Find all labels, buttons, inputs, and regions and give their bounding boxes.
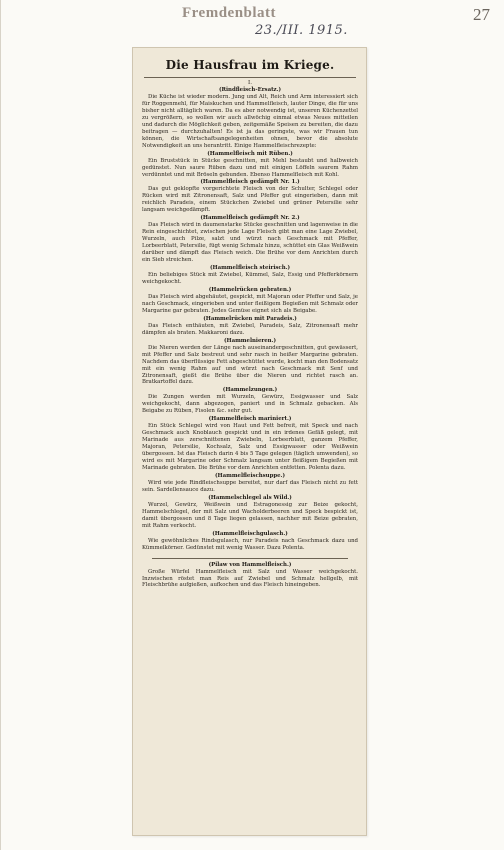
recipe-title: (Pilaw von Hammelfleisch.) xyxy=(208,561,292,568)
recipe-item xyxy=(142,473,358,494)
newspaper-clipping xyxy=(132,47,367,836)
recipe-item xyxy=(142,416,358,472)
article-title: Die Hausfrau im Kriege. xyxy=(165,58,335,72)
recipe-text: Das Fleisch wird abgehäutet, gespickt, mit Majoran oder Pfeffer und Salz, je nach Geschmack, eingerieben und unter fleißigem Begießen mit Schmalz oder Margarine gar gebraten. Jedes Gemüse eignet sich als Beigabe. xyxy=(142,293,358,314)
article-intro: Die Küche ist wieder modern. Jung und Alt, Reich und Arm interessiert sich für Roggenmehl, für Maiskuchen und Hammelfleisch, lauter Dinge, die für uns bisher nicht alltäglich waren. Da es aber notwendig ist, unseren Küchenzettel zu vergrößern, so wollen wir auch allwöchig einmal etwas Neues mitteilen und dadurch die Möglichkeit geben, zeitgemäße Speisen zu bereiten, die dazu beitragen — durchzuhalten! Es ist ja das geringste, was wir Frauen tun können, die Wirtschaftsangelegenheiten ohnen, bevor die absolute Notwendigkeit an uns herantritt. Einige Hammelfleischrezepte: xyxy=(142,94,358,149)
recipe-title: (Hammelrücken mit Paradeis.) xyxy=(203,315,297,322)
recipe-text: Das gut geklopfte vorgerichtete Fleisch von der Schulter, Schlegel oder Rücken wird mit Zitronensaft, Salz und Pfeffer gut eingerieben, dann mit reichlich Paradeis, einem Stückchen Zwiebel und grüner Petersilie sehr langsam weichgedämpft. xyxy=(142,186,358,214)
recipe-title: (Hammelfleisch gedämpft Nr. 1.) xyxy=(200,179,300,186)
recipe-item xyxy=(142,495,358,530)
recipe-list xyxy=(142,151,358,590)
recipe-title: (Hammelnieren.) xyxy=(223,337,277,344)
handwritten-date: 23./III. 1915. xyxy=(255,23,348,38)
page-number: 27 xyxy=(473,5,490,24)
recipe-text: Wird wie jede Rindfleischsuppe bereitet, nur darf das Fleisch nicht zu fett sein. Sardellensauce dazu. xyxy=(142,479,358,493)
recipe-text: Das Fleisch wird in daumenstarke Stücke geschnitten und lagenweise in die Rein eingeschichtet, zwischen jede Lage Fleisch gibt man eine Lage Zwiebel, Wurzeln, auch Pilze, salzt und würzt nach Geschmack mit Pfeffer, Lorbeerblatt, Petersilie, fügt wenig Schmalz hinzu, schüttet ein Glas Weißwein darüber und dämpft das Fleisch weich. Die Brühe vor dem Anrichten durch ein Sieb streichen. xyxy=(142,222,358,264)
recipe-item xyxy=(142,562,358,590)
recipe-title: (Hammelfleisch gedämpft Nr. 2.) xyxy=(200,215,300,222)
recipe-item xyxy=(142,179,358,214)
recipe-title: (Hammelfleisch mariniert.) xyxy=(208,416,292,423)
recipe-text: Ein Bruststück in Stücke geschnitten, mit Mehl bestaubt und halbweich gedünstet. Nun saure Rüben dazu und mit einigen Löffeln saurem Rahm verdünntet und mit Bröseln gebunden. Ebenso Hammelfleisch mit Kohl. xyxy=(142,157,358,178)
recipe-item xyxy=(142,287,358,315)
recipe-text: Wurzel, Gewürz, Weißwein und Estragonessig zur Beize gekocht, Hammelschlegel, der mit Salz und Wacholderbeeren und Speck bespickt ist, damit übergossen und 8 Tage liegen gelassen, nachher mit Beize gebraten, mit Rahm verkocht. xyxy=(142,501,358,529)
recipe-title: (Hammelfleisch steirisch.) xyxy=(209,265,291,272)
recipe-text: Das Fleisch enthäuten, mit Zwiebel, Paradeis, Salz, Zitronensaft mehr dämpfen als braten. Makkaroni dazu. xyxy=(142,322,358,336)
recipe-text: Die Zungen werden mit Wurzeln, Gewürz, Essigwasser und Salz weichgekocht, dann abgezogen, paniert und in Schmalz gebacken. Als Beigabe zu Rüben, Fisolen &c. sehr gut. xyxy=(142,394,358,415)
recipe-text: Große Würfel Hammelfleisch mit Salz und Wasser weichgekocht. Inzwischen röstet man Reis auf Zwiebel und Schmalz hellgelb, mit Fleischbrühe aufgießen, aufkochen und das Fleisch hineingeben. xyxy=(142,568,358,589)
article-part: I. xyxy=(248,80,252,86)
source-stamp: Fremdenblatt xyxy=(182,5,277,21)
recipe-item xyxy=(142,531,358,552)
article-subtitle: (Rindfleisch-Ersatz.) xyxy=(218,87,282,93)
recipe-title: (Hammelzungen.) xyxy=(222,387,278,394)
recipe-item xyxy=(142,338,358,387)
recipe-item xyxy=(142,215,358,264)
recipe-text: Ein beliebiges Stück mit Zwiebel, Kümmel, Salz, Essig und Pfefferkörnern weichgekocht. xyxy=(142,272,358,285)
recipe-text: Ein Stück Schlegel wird von Haut und Fett befreit, mit Speck und nach Geschmack auch Knoblauch gespickt und in ein irdenes Gefäß gelegt, mit Marinade aus zerschnittenen Zwiebeln, Lorbeerblatt, ganzem Pfeffer, Majoran, Petersilie, Kochsalz, Salz und Essigwasser oder Weißwein übergossen. Ist das Fleisch darin 4 bis 5 Tage gelegen (täglich umwenden), so wird es mit Margarine oder Schmalz langsam unter fleißigem Begießen mit Marinade gebraten. Die Brühe vor dem Anrichten entfetten. Polenta dazu. xyxy=(142,423,358,471)
recipe-text: Wie gewöhnliches Rindsgulasch, nur Paradeis nach Geschmack dazu und Kümmelkörner. Gedünstet mit wenig Wasser. Dazu Polenta. xyxy=(142,537,358,551)
recipe-item xyxy=(142,265,358,286)
recipe-title: (Hammelschlegel als Wild.) xyxy=(208,494,292,501)
recipe-title: (Hammelfleischsuppe.) xyxy=(214,472,285,479)
recipe-item xyxy=(142,387,358,415)
recipe-title: (Hammelfleischgulasch.) xyxy=(212,530,288,537)
section-rule xyxy=(152,558,348,559)
recipe-title: (Hammelrücken gebraten.) xyxy=(208,286,292,293)
recipe-item xyxy=(142,316,358,337)
recipe-item xyxy=(142,151,358,179)
title-rule xyxy=(144,77,356,78)
recipe-text: Die Nieren werden der Länge nach auseinandergeschnitten, gut gewässert, mit Pfeffer und Salz bestreut und sehr rasch in heißer Margarine gebraten. Nachdem das überflüssige Fett abgeschüttet wurde, kocht man den Bodensatz mit ein wenig Rahm auf und würzt nach Geschmack mit Senf und Zitronensaft, gießt die Brühe über die Nieren und richtet rasch an. Bratkartoffel dazu. xyxy=(142,344,358,386)
recipe-title: (Hammelfleisch mit Rüben.) xyxy=(207,150,293,157)
